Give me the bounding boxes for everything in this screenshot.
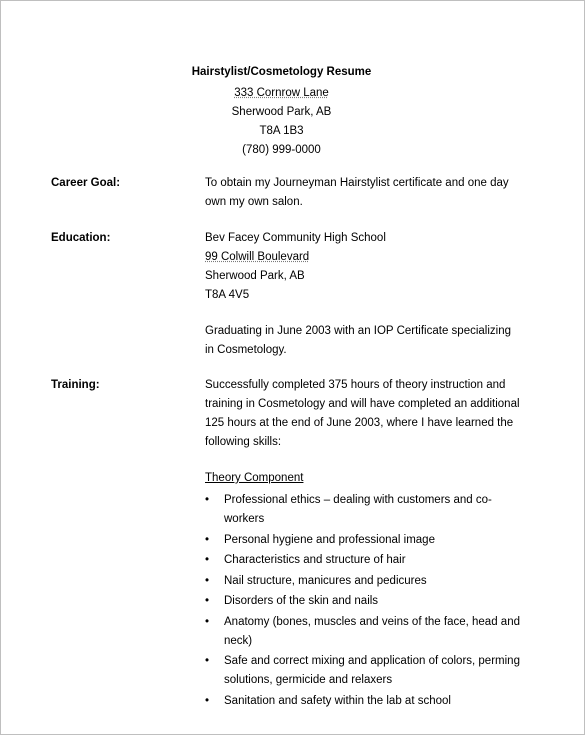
theory-component-heading: Theory Component [205,472,304,484]
list-item [205,692,523,711]
education-label: Education: [51,232,111,244]
skill-text: Nail structure, manicures and pedicures [224,574,427,587]
phone-number: (780) 999-0000 [242,144,321,156]
skill-text: Safe and correct mixing and application of colors, perming solutions, germicide and relaxers [224,655,520,686]
skill-text: Personal hygiene and professional image [224,533,435,546]
bullet-icon: • [205,595,210,607]
school-street: 99 Colwill Boulevard [205,251,310,263]
list-item [205,531,523,550]
career-goal-label: Career Goal: [51,177,121,189]
bullet-icon: • [205,533,210,546]
skills-list [205,491,523,711]
bullet-icon: • [205,574,210,587]
skill-text: Professional ethics – dealing with customers and co-workers [224,494,492,525]
resume-title: Hairstylist/Cosmetology Resume [191,66,372,78]
list-item [205,592,523,611]
postal-code: T8A 1B3 [259,125,304,137]
list-item [205,572,523,591]
skill-text: Disorders of the skin and nails [224,595,379,607]
list-item [205,551,523,570]
education-note: Graduating in June 2003 with an IOP Certificate specializing in Cosmetology. [205,325,511,356]
training-text: Successfully completed 375 hours of theory instruction and training in Cosmetology and will have completed an additional 125 hours at the end of June 2003, where I have learned the following skills: [205,379,520,448]
list-item [205,491,523,529]
career-goal-content [205,174,523,212]
education-content [205,229,523,360]
bullet-icon: • [205,655,210,667]
bullet-icon: • [205,554,210,566]
bullet-icon: • [205,494,210,506]
address-line-1 [1,84,562,103]
spacer [205,305,523,322]
career-goal-text: To obtain my Journeyman Hairstylist certificate and one day own my own salon. [205,177,509,208]
list-item [205,613,523,651]
list-item [205,652,523,690]
spacer [205,452,523,469]
address-line-2: Sherwood Park, AB [231,106,332,118]
street-address: 333 Cornrow Lane [234,87,329,99]
bullet-icon: • [205,694,210,707]
skill-text: Anatomy (bones, muscles and veins of the face, head and neck) [224,615,520,647]
school-city: Sherwood Park, AB [205,270,305,282]
training-label: Training: [51,379,100,391]
skill-text: Sanitation and safety within the lab at school [224,694,451,707]
school-street-line [205,248,523,267]
resume-header [1,65,562,160]
bullet-icon: • [205,615,210,628]
skill-text: Characteristics and structure of hair [224,554,406,566]
school-postal: T8A 4V5 [205,289,250,301]
training-content [205,376,523,712]
school-name: Bev Facey Community High School [205,232,386,244]
